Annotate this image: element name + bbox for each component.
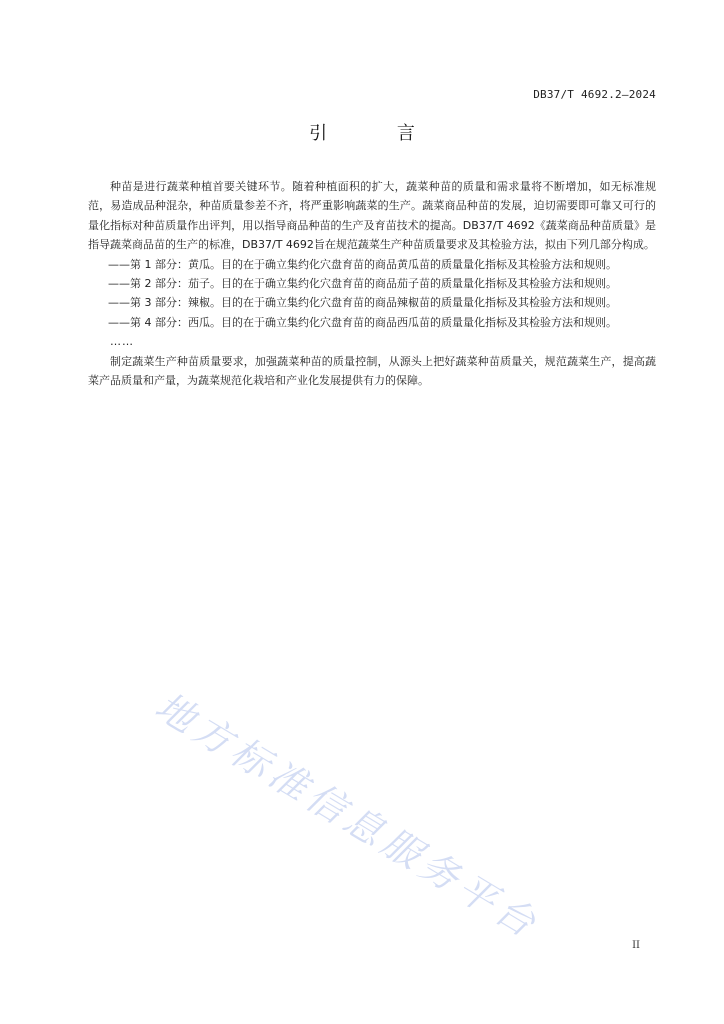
part-4-item: ——第 4 部分：西瓜。目的在于确立集约化穴盘育苗的商品西瓜苗的质量量化指标及其检验方法和规则。 [108,315,617,329]
part-2-item: ——第 2 部分：茄子。目的在于确立集约化穴盘育苗的商品茄子苗的质量量化指标及其检验方法和规则。 [108,277,617,291]
part-1-item: ——第 1 部分：黄瓜。目的在于确立集约化穴盘育苗的商品黄瓜苗的质量量化指标及其检验方法和规则。 [108,257,617,271]
section-title: 引 言 [309,123,447,144]
part-3-item: ——第 3 部分：辣椒。目的在于确立集约化穴盘育苗的商品辣椒苗的质量量化指标及其检验方法和规则。 [108,296,617,310]
ellipsis: …… [110,335,134,349]
standard-number: DB37/T 4692.2—2024 [533,88,656,101]
page-number: II [632,940,640,951]
intro-paragraph: 种苗是进行蔬菜种植首要关键环节。随着种植面积的扩大，蔬菜种苗的质量和需求量将不断增加，如无标准规范，易造成品种混杂，种苗质量参差不齐，将严重影响蔬菜的生产。蔬菜商品种苗的发展，迫切需要即可靠又可行的量化指标对种苗质量作出评判，用以指导商品种苗的生产及育苗技术的提高。DB37/T 4692《蔬菜商品种苗质量》是指导蔬菜商品苗的生产的标准，DB37/T 4692旨在规范蔬菜生产种苗质量要求及其检验方法，拟由下列几部分构成。 [88,180,656,252]
document-body [88,177,656,390]
watermark: 地方标准信息服务平台 [147,683,548,949]
closing-paragraph: 制定蔬菜生产种苗质量要求，加强蔬菜种苗的质量控制，从源头上把好蔬菜种苗质量关，规范蔬菜生产，提高蔬菜产品质量和产量，为蔬菜规范化栽培和产业化发展提供有力的保障。 [88,354,656,388]
